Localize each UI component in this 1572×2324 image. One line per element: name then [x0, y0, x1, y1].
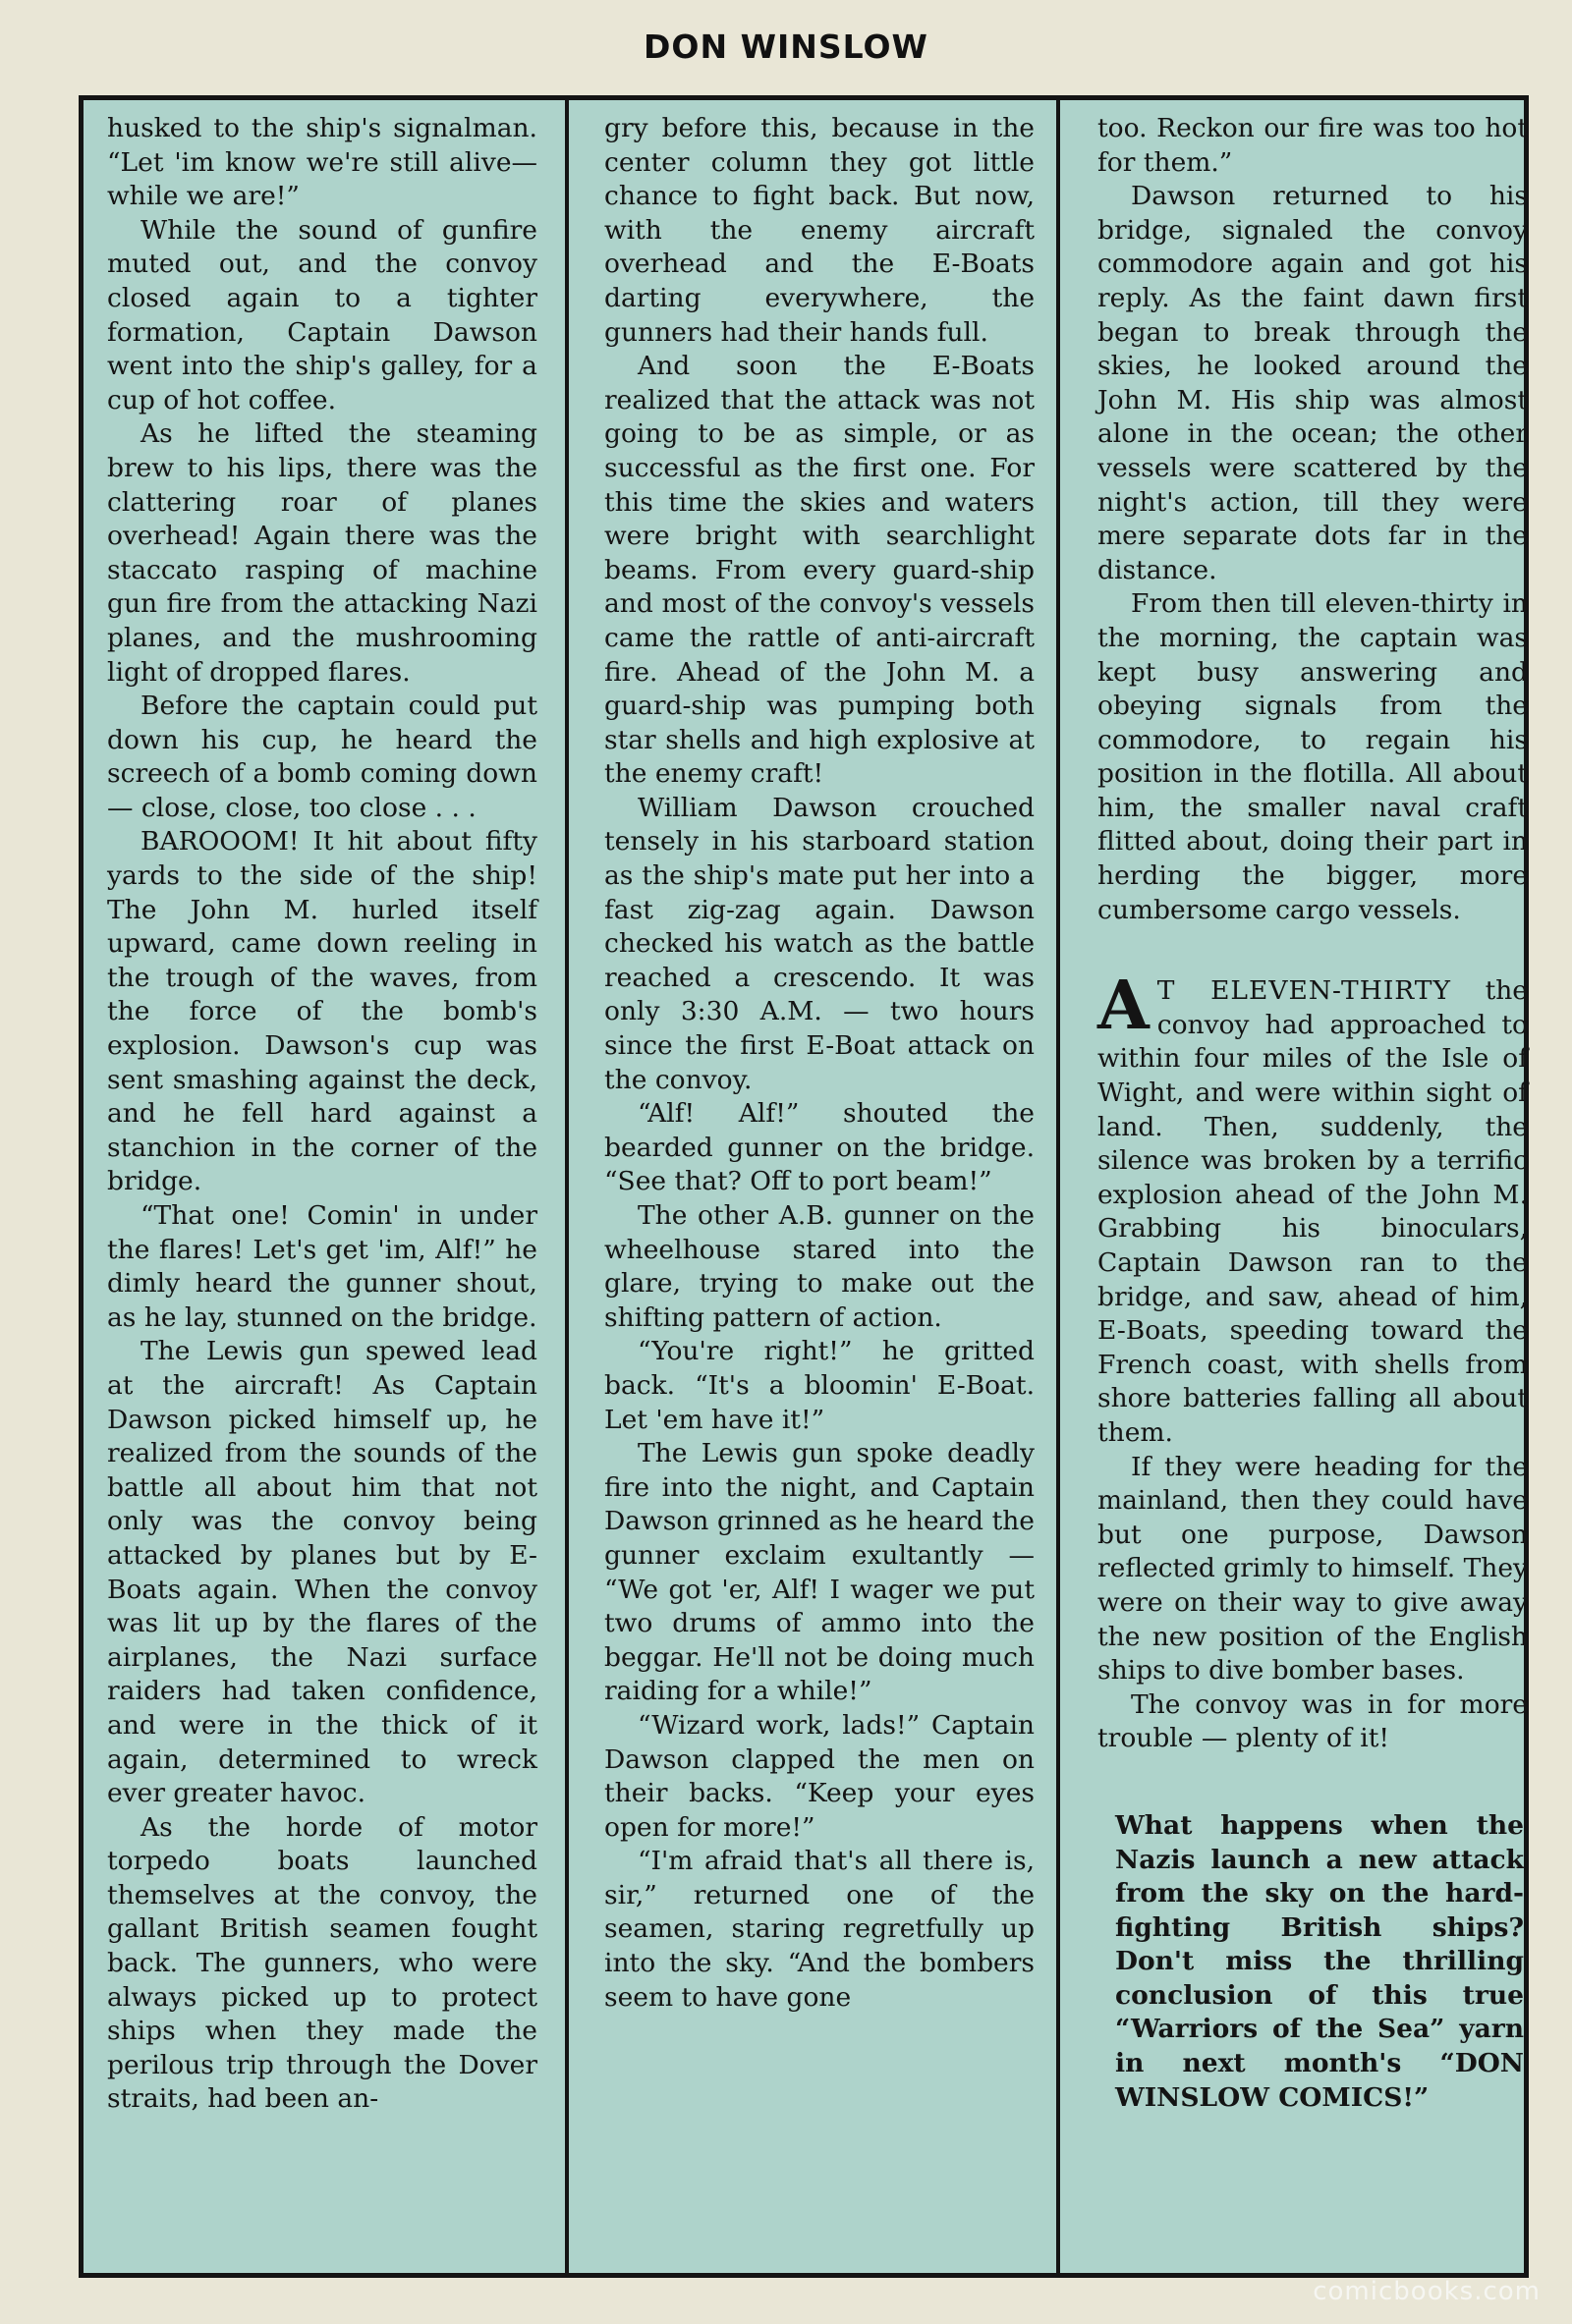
- text-column-2: [604, 112, 1035, 2015]
- paragraph: The Lewis gun spewed lead at the aircraft! As Captain Dawson picked himself up, he realized from the sounds of the battle all about him that not only was the convoy being attacked by planes but by E-Boats again. When the convoy was lit up by the flares of the airplanes, the Nazi surface raiders had taken confidence, and were in the thick of it again, determined to wreck ever greater havoc.: [107, 1336, 537, 1809]
- drop-cap: A: [1097, 967, 1150, 1046]
- paragraph: While the sound of gunfire muted out, and the convoy closed again to a tighter formation, Captain Dawson went into the ship's galley, for a cup of hot coffee.: [107, 214, 537, 415]
- paragraph: BAROOOM! It hit about fifty yards to the side of the ship! The John M. hurled itself upward, came down reeling in the trough of the waves, from the force of the bomb's explosion. Dawson's cup was sent smashing against the deck, and he fell hard against a stanchion in the corner of the bridge.: [107, 826, 537, 1197]
- paragraph: The other A.B. gunner on the wheelhouse stared into the glare, trying to make out the shifting pattern of action.: [604, 1200, 1035, 1333]
- paragraph: If they were heading for the mainland, then they could have but one purpose, Dawson reflected grimly to himself. They were on their way to give away the new position of the English ships to dive bomber bases.: [1097, 1451, 1528, 1687]
- text-column-1: [107, 112, 537, 2117]
- paragraph: Dawson returned to his bridge, signaled the convoy commodore again and got his reply. As the faint dawn first began to break through the skies, he looked around the John M. His ship was almost alone in the ocean; the other vessels were scattered by the night's action, till they were mere separate dots far in the distance.: [1097, 181, 1528, 585]
- paragraph: husked to the ship's signalman. “Let 'im know we're still alive—while we are!”: [107, 113, 537, 212]
- paragraph: “Alf! Alf!” shouted the bearded gunner on the bridge. “See that? Off to port beam!”: [604, 1098, 1035, 1197]
- section-paragraph: [1097, 967, 1528, 1450]
- watermark: comicbooks.com: [1313, 2277, 1541, 2306]
- story-panel: [79, 95, 1529, 2278]
- paragraph: As the horde of motor torpedo boats launched themselves at the convoy, the gallant British seamen fought back. The gunners, who were always picked up to protect ships when they made the perilous trip through the Dover straits, had been an-: [107, 1811, 537, 2115]
- paragraph: “I'm afraid that's all there is, sir,” returned one of the seamen, staring regretfully up into the sky. “And the bombers seem to have gone: [604, 1846, 1035, 2013]
- paragraph: “That one! Comin' in under the flares! Let's get 'im, Alf!” he dimly heard the gunner shout, as he lay, stunned on the bridge.: [107, 1200, 537, 1333]
- paragraph: As he lifted the steaming brew to his lips, there was the clattering roar of planes overhead! Again there was the staccato rasping of machine gun fire from the attacking Nazi planes, and the mushrooming light of dropped flares.: [107, 418, 537, 688]
- paragraph: “Wizard work, lads!” Captain Dawson clapped the men on their backs. “Keep your eyes open for more!”: [604, 1709, 1035, 1843]
- page-title: DON WINSLOW: [644, 28, 928, 66]
- paragraph: William Dawson crouched tensely in his starboard station as the ship's mate put her into a fast zig-zag again. Dawson checked his watch as the battle reached a crescendo. It was only 3:30 A.M. — two hours since the first E-Boat attack on the convoy.: [604, 792, 1035, 1095]
- paragraph: The convoy was in for more trouble — plenty of it!: [1097, 1688, 1528, 1754]
- column-rule: [565, 100, 569, 2273]
- paragraph: The Lewis gun spoke deadly fire into the night, and Captain Dawson grinned as he heard the gunner exclaim exultantly — “We got 'er, Alf! I wager we put two drums of ammo into the beggar. He'll not be doing much raiding for a while!”: [604, 1438, 1035, 1707]
- paragraph: “You're right!” he gritted back. “It's a bloomin' E-Boat. Let 'em have it!”: [604, 1336, 1035, 1435]
- next-issue-teaser: What happens when the Nazis launch a new attack from the sky on the hard-fighting British ships? Don't miss the thrilling conclusion of this true “Warriors of the Sea” yarn in next month's “DON WINSLOW COMICS!”: [1115, 1809, 1524, 2113]
- paragraph: gry before this, because in the center column they got little chance to fight back. But now, with the enemy aircraft overhead and the E-Boats darting everywhere, the gunners had their hands full.: [604, 113, 1035, 348]
- section-first-text: the convoy had approached to within four miles of the Isle of Wight, and were within sight of land. Then, suddenly, the silence was broken by a terrific explosion ahead of the John M. Grabbing his binoculars, Captain Dawson ran to the bridge, and saw, ahead of him, E-Boats, speeding toward the French coast, with shells from shore batteries falling all about them.: [1097, 975, 1528, 1448]
- section-lead-caps: T ELEVEN-THIRTY: [1156, 975, 1451, 1007]
- paragraph: And soon the E-Boats realized that the attack was not going to be as simple, or as successful as the first one. For this time the skies and waters were bright with searchlight beams. From every guard-ship and most of the convoy's vessels came the rattle of anti-aircraft fire. Ahead of the John M. a guard-ship was pumping both star shells and high explosive at the enemy craft!: [604, 351, 1035, 790]
- column-rule: [1056, 100, 1060, 2273]
- paragraph: From then till eleven-thirty in the morning, the captain was kept busy answering and obeying signals from the commodore, to regain his position in the flotilla. All about him, the smaller naval craft flitted about, doing their part in herding the bigger, more cumbersome cargo vessels.: [1097, 588, 1528, 925]
- text-column-3: [1097, 112, 1528, 2115]
- paragraph: too. Reckon our fire was too hot for them.”: [1097, 113, 1528, 178]
- paragraph: Before the captain could put down his cup, he heard the screech of a bomb coming down — close, close, too close . . .: [107, 691, 537, 823]
